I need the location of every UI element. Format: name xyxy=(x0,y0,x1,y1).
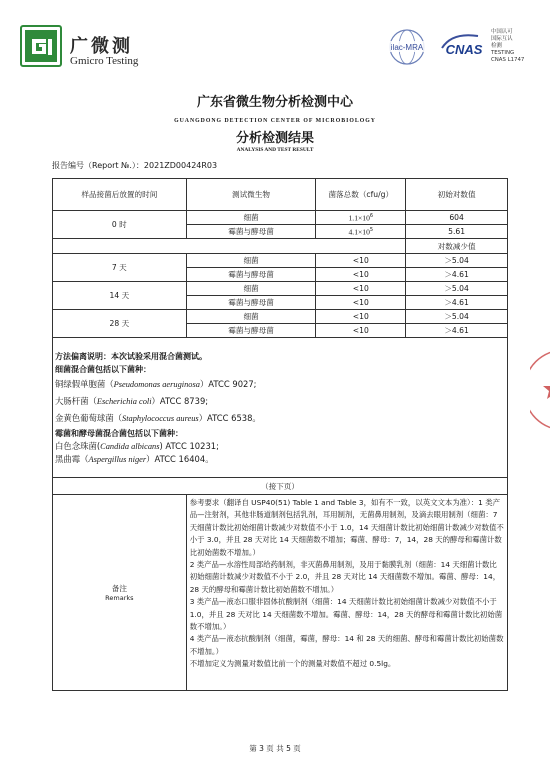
table-header-row xyxy=(53,179,508,211)
value-cell: ＞5.04 xyxy=(406,282,508,296)
list-item: 金黄色葡萄球菌（Staphylococcus aureus）ATCC 6538。 xyxy=(55,412,261,423)
organism-cell: 细菌 xyxy=(186,310,316,324)
header-initial-log: 初始对数值 xyxy=(406,179,508,211)
brand-name-cn: 广微测 xyxy=(70,36,133,57)
list-item: 铜绿假单胞菌（Pseudomonas aeruginosa）ATCC 9027; xyxy=(55,378,257,389)
organism-cell: 霉菌与酵母菌 xyxy=(186,225,316,239)
value-cell: 604 xyxy=(406,211,508,225)
continued-row xyxy=(53,478,508,495)
page-number: 第 3 页 共 5 页 xyxy=(249,744,301,753)
time-cell: 14 天 xyxy=(53,282,187,310)
remarks-text xyxy=(186,495,507,691)
center-title: 广东省微生物分析检测中心 xyxy=(196,95,353,110)
time-cell: 7 天 xyxy=(53,254,187,282)
remark-paragraph: 4 类产品—液态抗酸制剂（细菌，霉菌，酵母：14 和 28 天的细菌、酵母和霉菌计数比初始菌数不增加。） xyxy=(189,634,504,656)
table-row xyxy=(53,282,508,296)
gmicro-logo-icon xyxy=(20,25,62,67)
time-cell: 0 时 xyxy=(53,211,187,239)
method-note xyxy=(53,338,508,478)
fungi-header: 霉菌和酵母菌混合菌包括以下菌种： xyxy=(55,428,183,438)
organism-cell: 霉菌与酵母菌 xyxy=(186,268,316,282)
brand-name-en: Gmicro Testing xyxy=(70,55,139,67)
count-cell: <10 xyxy=(316,310,406,324)
value-cell: ＞4.61 xyxy=(406,296,508,310)
cnas-accreditation-text: 中国认可 国际互认 检测 TESTING CNAS L1747 xyxy=(491,29,525,63)
svg-text:CNAS: CNAS xyxy=(445,42,483,57)
value-cell: ＞5.04 xyxy=(406,310,508,324)
results-table xyxy=(52,178,508,691)
count-cell: $4.1\times 10^5$ xyxy=(316,225,406,239)
ilac-mra-logo-icon xyxy=(383,26,431,72)
list-item: 白色念珠菌(Candida albicans) ATCC 10231; xyxy=(55,440,219,451)
table-row xyxy=(53,254,508,268)
method-title: 方法偏离说明：本次试验采用混合菌测试。 xyxy=(55,351,207,361)
count-cell: <10 xyxy=(316,268,406,282)
organism-cell: 细菌 xyxy=(186,211,316,225)
organism-cell: 霉菌与酵母菌 xyxy=(186,296,316,310)
time-cell: 28 天 xyxy=(53,310,187,338)
table-row xyxy=(53,310,508,324)
header-time: 样品接菌后放置的时间 xyxy=(53,179,187,211)
remarks-label: 备注 Remarks xyxy=(53,495,187,691)
list-item: 黑曲霉（Aspergillus niger）ATCC 16404。 xyxy=(55,453,214,464)
continued-note: （接下页） xyxy=(53,478,508,495)
count-cell: <10 xyxy=(316,324,406,338)
remark-paragraph: 2 类产品—水溶性局部给药制剂，非灭菌鼻用制剂，及用于黏膜乳剂（细菌：14 天细菌计数比初始细菌计数减少对数值不小于 2.0，并且 28 天对比 14 天细菌数不增加。霉菌、酵母：14，28 天的酵母和霉菌计数比初始菌数不增加。） xyxy=(189,560,501,594)
value-cell: ＞4.61 xyxy=(406,268,508,282)
remark-paragraph: 参考要求（翻译自 USP40(51) Table 1 and Table 3，如有不一致，以英文文本为准）：1 类产品—注射剂，其他非肠道制剂包括乳剂，耳用制剂，无菌鼻用制剂，及滴去眼用制剂（细菌：7 天细菌计数比初始细菌计数减少对数值不小于 1.0，14 天细菌计数比初始细菌计数减少对数值不小于 3.0，并且 28 天对比 14 天细菌数不增加；霉菌、酵母：7，14，28 天的酵母和霉菌计数比初始菌数不增加。） xyxy=(189,498,504,557)
header-count: 菌落总数（cfu/g） xyxy=(316,179,406,211)
header-log-reduction: 对数减少值 xyxy=(406,239,508,254)
bacteria-header: 细菌混合菌包括以下菌种： xyxy=(55,364,151,374)
result-title-en: ANALYSIS AND TEST RESULT xyxy=(236,147,314,153)
count-cell: <10 xyxy=(316,282,406,296)
svg-text:ilac-MRA: ilac-MRA xyxy=(390,43,424,52)
header-organism: 测试微生物 xyxy=(186,179,316,211)
reduction-header-row xyxy=(53,239,508,254)
method-row xyxy=(53,338,508,478)
organism-cell: 霉菌与酵母菌 xyxy=(186,324,316,338)
count-cell: $1.1\times 10^6$ xyxy=(316,211,406,225)
count-cell: <10 xyxy=(316,254,406,268)
remark-paragraph: 不增加定义为测量对数值比前一个的测量对数值不超过 0.5lg。 xyxy=(189,659,396,669)
seal-stamp-icon xyxy=(530,330,550,450)
remark-paragraph: 3 类产品—液态口服非固体抗酸制剂（细菌：14 天细菌计数比初始细菌计数减少对数值不小于 1.0，并且 28 天对比 14 天细菌数不增加。霉菌、酵母：14，28 天的酵母和霉菌计数比初始菌数不增加。） xyxy=(189,597,503,632)
organism-cell: 细菌 xyxy=(186,282,316,296)
value-cell: ＞4.61 xyxy=(406,324,508,338)
value-cell: ＞5.04 xyxy=(406,254,508,268)
count-cell: <10 xyxy=(316,296,406,310)
value-cell: 5.61 xyxy=(406,225,508,239)
report-number: 报告编号（Report №.）：2021ZD00424R03 xyxy=(52,161,218,170)
center-title-en: GUANGDONG DETECTION CENTER OF MICROBIOLOGY xyxy=(174,118,376,124)
table-row xyxy=(53,211,508,225)
organism-cell: 细菌 xyxy=(186,254,316,268)
list-item: 大肠杆菌（Escherichia coli）ATCC 8739; xyxy=(55,395,209,406)
remarks-row xyxy=(53,495,508,691)
result-title: 分析检测结果 xyxy=(235,131,314,146)
cnas-logo-icon xyxy=(438,30,490,58)
